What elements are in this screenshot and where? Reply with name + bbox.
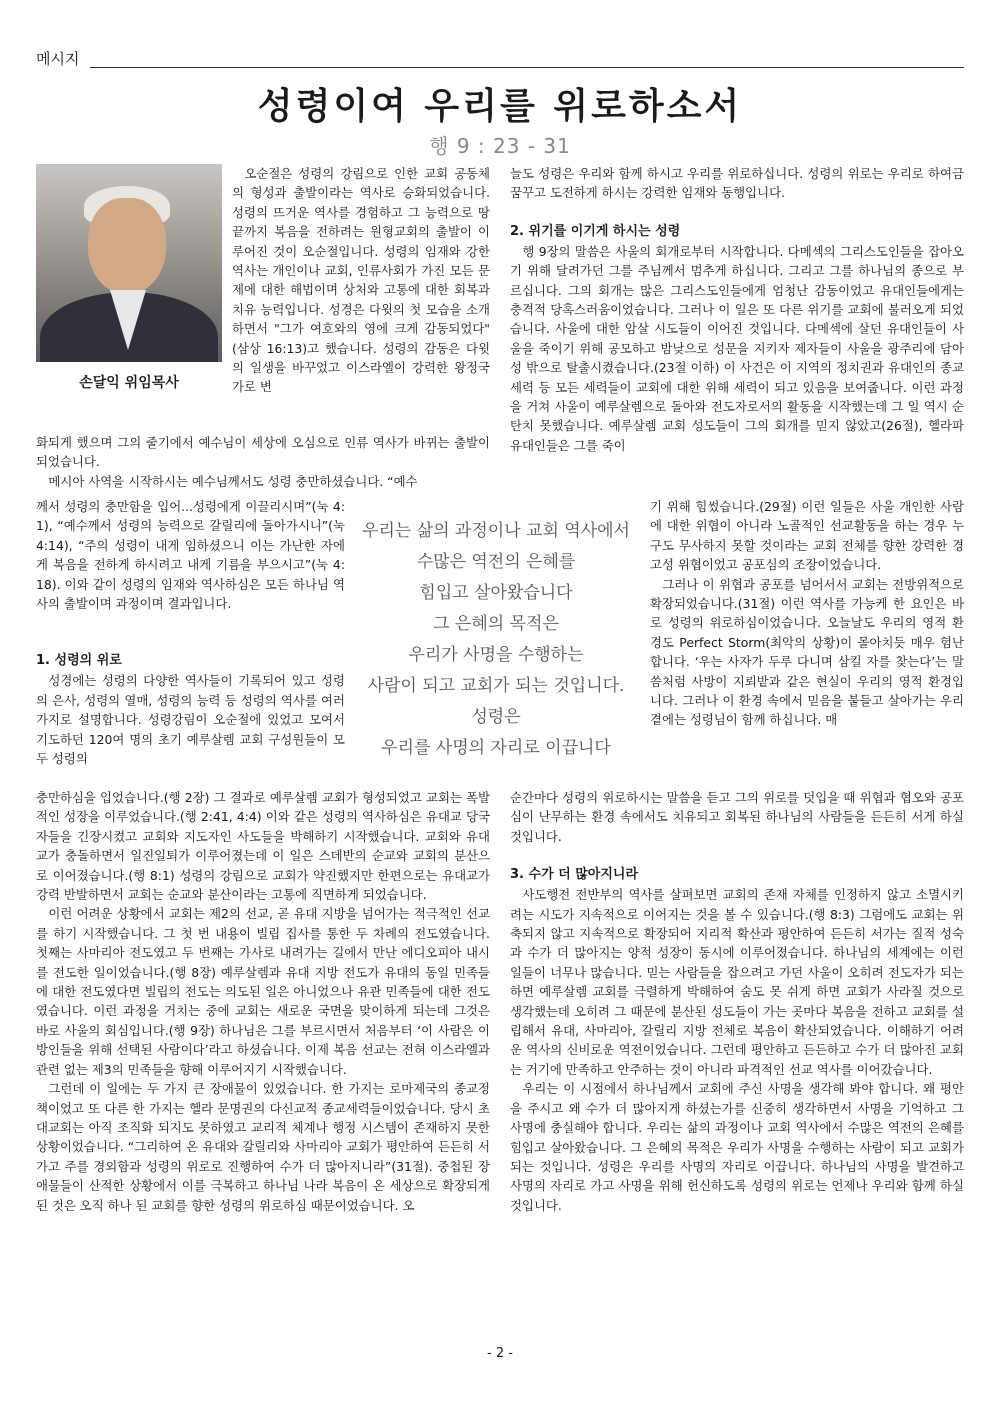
section-label: 메시지 (36, 50, 80, 68)
page-number: - 2 - (487, 1346, 513, 1361)
photo-caption: 손달익 위임목사 (79, 375, 179, 391)
right-section-2-narrow: 기 위해 힘썼습니다.(29절) 이런 일들은 사울 개인한 사람에 대한 위협이 아니라 노골적인 선교활동을 하는 경우 누구도 무사하지 못할 것이라는 교회 전체를 향한 강력한 경고성 위협이었고 공포심의 조장이었습니다. 그러나 이 위협과 공포를 넘어서서 교회는 전방위적으로 확장되었습니다.(31절) 이런 역사를 가능케 한 요인은 바로 성령의 위로하심이었습니다. 오늘날도 우리의 영적 환경도 Perfect Storm(최악의 상황)이 몰아치듯 매우 험난합니다. ‘우는 사자가 두루 다니며 삼킬 자를 찾는다’는 말씀처럼 사방이 지뢰밭과 같은 현실이 우리의 영적 환경입니다. 그러나 이 환경 속에서 믿음을 붙들고 살아가는 우리 곁에는 성령님이 함께 하십니다. 매 (650, 499, 964, 728)
right-top: 늘도 성령은 우리와 함께 하시고 우리를 위로하십니다. 성령의 위로는 우리로 하여금 꿈꾸고 도전하게 하시는 강력한 임재와 동행입니다. 2. 위기를 이기게 하시는 성령 행 9장의 말씀은 사울의 회개로부터 시작합니다. 다메섹의 그리스도인들을 잡아오기 위해 달려가던 그를 주님께서 멈추게 하십니다. 그리고 그를 하나님의 종으로 부르십니다. 그의 회개는 많은 그리스도인들에게 엄청난 감동이었고 유대인들에게는 충격적 당혹스러움이었습니다. 그러나 이 일은 또 다른 위기를 교회에 불러오게 되었습니다. 사울에 대한 암살 시도들이 이어진 것입니다. 다메섹에 살던 유대인들이 사울을 죽이기 위해 공모하고 밤낮으로 성문을 지키자 제자들이 사울을 광주리에 담아 성 밖으로 탈출시켰습니다.(23절 이하) 이 사건은 이 지역의 정치권과 유대인의 종교 세력 등 모든 세력들이 교회에 대한 위해 세력이 되고 있음을 보여줍니다. 이런 과정을 거쳐 사울이 예루살렘으로 돌아와 전도자로서의 활동을 시작했는데 그 일 역시 순탄치 못했습니다. 예루살렘 교회 성도들이 그의 회개를 믿지 않았고(26절), 헬라파 유대인들은 그를 죽이 (510, 166, 964, 453)
left-intro-full: 화되게 했으며 그의 줄기에서 예수님이 세상에 오심으로 인류 역사가 바뀌는 출발이 되었습니다. 메시아 사역을 시작하시는 예수님께서도 성령 충만하셨습니다. “예수 (36, 435, 490, 489)
pastor-photo (36, 164, 222, 362)
left-para2-narrow: 께서 성령의 충만함을 입어...성령에게 이끌리시며”(눅 4:1), “예수께서 성령의 능력으로 갈릴리에 돌아가시니”(눅 4:14), “주의 성령이 내게 임하셨으니 이는 가난한 자에게 복음을 전하게 하시려고 내게 기름을 부으시고”(눅 4:18). 이와 같이 성령의 임재와 역사하심은 모든 하나님 역사의 출발이며 과정이며 결과입니다. 1. 성령의 위로 성경에는 성령의 다양한 역사들이 기록되어 있고 성령의 은사, 성령의 열매, 성령의 능력 등 성령의 역사를 여러 가지로 설명합니다. 성령강림이 오순절에 있었고 모여서 기도하던 120여 명의 초기 예루살렘 교회 구성원들이 모두 성령의 (36, 499, 345, 767)
heading-section-1: 1. 성령의 위로 (36, 653, 122, 669)
pull-quote: 우리는 삶의 과정이나 교회 역사에서 수많은 역전의 은혜를 힘입고 살아왔습니다 그 은혜의 목적은 우리가 사명을 수행하는 사람이 되고 교회가 되는 것입니다. 성령은 우리를 사명의 자리로 이끕니다 (362, 521, 630, 758)
header-rule (90, 67, 964, 68)
left-section-1-full: 충만하심을 입었습니다.(행 2장) 그 결과로 예루살렘 교회가 형성되었고 교회는 폭발적인 성장을 이루었습니다.(행 2:41, 4:4) 이와 같은 성령의 역사하심은 유대교 당국자들을 긴장시켰고 교회와 지도자인 사도들을 박해하기 시작했습니다. 교회와 유대교가 충돌하면서 일진일퇴가 이루어졌는데 이 일은 스데반의 순교와 교회의 분산으로 이어졌습니다.(행 8:1) 성령의 강림으로 교회가 약진했지만 한편으로는 유대교가 강력 반발하면서 교회는 순교와 분산이라는 고통에 직면하게 되었습니다. 이런 어려운 상황에서 교회는 제2의 선교, 곧 유대 지방을 넘어가는 적극적인 선교를 하기 시작했습니다. 그 첫 번 내용이 빌립 집사를 통한 두 차례의 전도였습니다. 첫째는 사마리아 전도였고 두 번째는 가사로 내려가는 길에서 만난 에디오피아 내시를 전도한 일이었습니다.(행 8장) 예루살렘과 유대 지방 전도가 유대의 동일 민족들에 대한 전도였다면 빌립의 전도는 의도된 일은 아니었으나 유관 민족들에 대한 전도였습니다. 이런 과정을 거치는 중에 교회는 새로운 국면을 맞이하게 되는데 그것은 바로 사울의 회심입니다.(행 9장) 하나님은 그를 부르시면서 처음부터 ‘이 사람은 이방인들을 위해 선택된 사람이다’라고 하셨습니다. 이제 복음 선교는 전혀 이스라엘과 관련 없는 제3의 민족들을 향해 이루어지기 시작했습니다. 그런데 이 일에는 두 가지 큰 장애물이 있었습니다. 한 가지는 로마제국의 종교정책이었고 또 다른 한 가지는 헬라 문명권의 다신교적 종교세력들이었습니다. 당시 초대교회는 아직 조직화 되지도 못하였고 교리적 체계나 행정 시스템이 존재하지 못한 상황이었습니다. “그리하여 온 유대와 갈릴리와 사마리아 교회가 평안하여 든든히 서 가고 주를 경외함과 성령의 위로로 진행하여 수가 더 많아지니라”(31절). 중첩된 장애물들이 산적한 상황에서 이를 극복하고 하나님 나라 복음이 온 세상으로 확장되게 된 것은 오직 하나 된 교회를 향한 성령의 위로하심 때문이었습니다. 오 (36, 790, 490, 1213)
right-bottom: 순간마다 성령의 위로하시는 말씀을 듣고 그의 위로를 덧입을 때 위협과 협오와 공포심이 난무하는 환경 속에서도 치유되고 회복된 하나님의 사람들을 든든히 서게 하실 것입니다. 3. 수가 더 많아지니라 사도행전 전반부의 역사를 살펴보면 교회의 존재 자체를 인정하지 않고 소멸시키려는 시도가 지속적으로 이어지는 것을 볼 수 있습니다.(행 8:3) 그럼에도 교회는 위축되지 않고 지속적으로 확장되어 지리적 확산과 평안하여 든든히 서가는 질적 성숙과 수가 더 많아지는 양적 성장이 동시에 이루어졌습니다. 하나님의 세계에는 이런 일들이 너무나 많습니다. 믿는 사람들을 잡으려고 가던 사울이 오히려 전도자가 되는 하면 예루살렘 교회를 극렬하게 박해하여 숨도 못 쉬게 하면 교회가 사라질 것으로 생각했는데 오히려 그 때문에 분산된 성도들이 가는 곳마다 복음을 전하고 교회를 설립해서 유대, 사마리아, 갈릴리 지방 전체로 복음이 확산되었습니다. 이해하기 어려운 역사의 신비로운 역전이었습니다. 그런데 평안하고 든든하고 수가 더 많아진 교회는 거기에 만족하고 안주하는 것이 아니라 파격적인 선교 역사를 이어갔습니다. 우리는 이 시점에서 하나님께서 교회에 주신 사명을 생각해 봐야 합니다. 왜 평안을 주시고 왜 수가 더 많아지게 하셨는가를 신중히 생각하면서 사명을 기억하고 그 사명에 충실해야 합니다. 우리는 삶의 과정이나 교회 역사에서 수많은 역전의 은혜를 힘입고 살아왔습니다. 그 은혜의 목적은 우리가 사명을 수행하는 사람이 되고 교회가 되는 것입니다. 성령은 우리를 사명의 자리로 이끕니다. 하나님의 사명을 발견하고 사명의 자리로 가고 사명을 위해 헌신하도록 성령의 위로는 언제나 우리와 함께 하실 것입니다. (510, 790, 964, 1213)
left-intro-beside-photo: 오순절은 성령의 강림으로 인한 교회 공동체의 형성과 출발이라는 역사로 승화되었습니다. 성령의 뜨거운 역사를 경험하고 그 능력으로 땅 끝까지 복음을 전하려는 원형교회의 출발이 이루어진 것이 오순절입니다. 성령의 임재와 강한 역사는 개인이나 교회, 인류사회가 가진 모든 문제에 대한 해법이며 상처와 고통에 대한 회복과 치유 능력입니다. 성경은 다윗의 첫 모습을 소개하면서 "그가 여호와의 영에 크게 감동되었다"(삼상 16:13)고 했습니다. 성령의 감동은 다윗의 일생을 바꾸었고 이스라엘이 강력한 왕정국가로 변 (232, 166, 490, 395)
heading-section-2: 2. 위기를 이기게 하시는 성령 (510, 223, 681, 239)
sermon-title: 성령이여 우리를 위로하소서 (257, 86, 743, 127)
heading-section-3: 3. 수가 더 많아지니라 (510, 867, 639, 883)
scripture-reference: 행 9 : 23 - 31 (429, 134, 571, 158)
